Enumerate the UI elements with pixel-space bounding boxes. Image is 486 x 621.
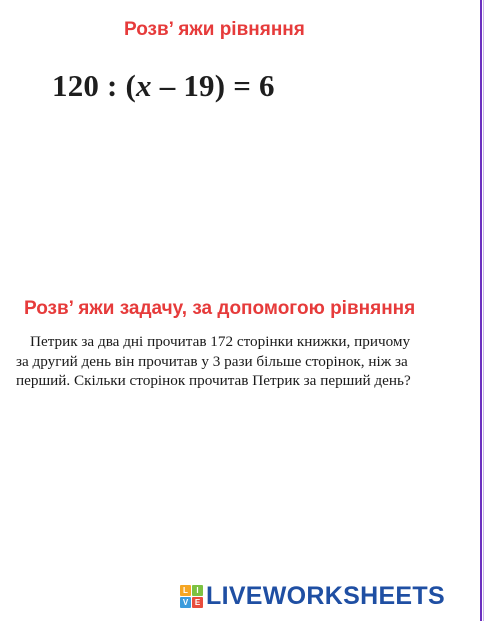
liveworksheets-logo-icon xyxy=(180,585,203,608)
word-problem xyxy=(16,332,468,391)
page-border xyxy=(480,0,482,621)
problem-line: за другий день він прочитав у 3 рази більше сторінок, ніж за xyxy=(16,352,408,370)
logo-text: LIVEWORKSHEETS xyxy=(206,581,445,610)
problem-heading: Розв’ яжи задачу, за допомогою рівняння xyxy=(24,298,416,319)
liveworksheets-logo xyxy=(180,583,445,609)
equation-left: 120 : ( xyxy=(52,68,137,103)
equation-right: – 19) = 6 xyxy=(151,68,275,103)
page-border-shadow xyxy=(483,0,484,621)
logo-icon-tile: V xyxy=(180,597,191,608)
logo-icon-tile: E xyxy=(192,597,203,608)
equation-heading: Розв’ яжи рівняння xyxy=(124,19,305,40)
problem-line: Петрик за два дні прочитав 172 сторінки книжки, причому xyxy=(30,333,411,350)
logo-icon-tile: L xyxy=(180,585,191,596)
equation xyxy=(52,68,275,104)
logo-icon-tile: I xyxy=(192,585,203,596)
equation-variable: x xyxy=(136,68,152,103)
problem-line: перший. Скільки сторінок прочитав Петрик за перший день? xyxy=(16,372,411,389)
